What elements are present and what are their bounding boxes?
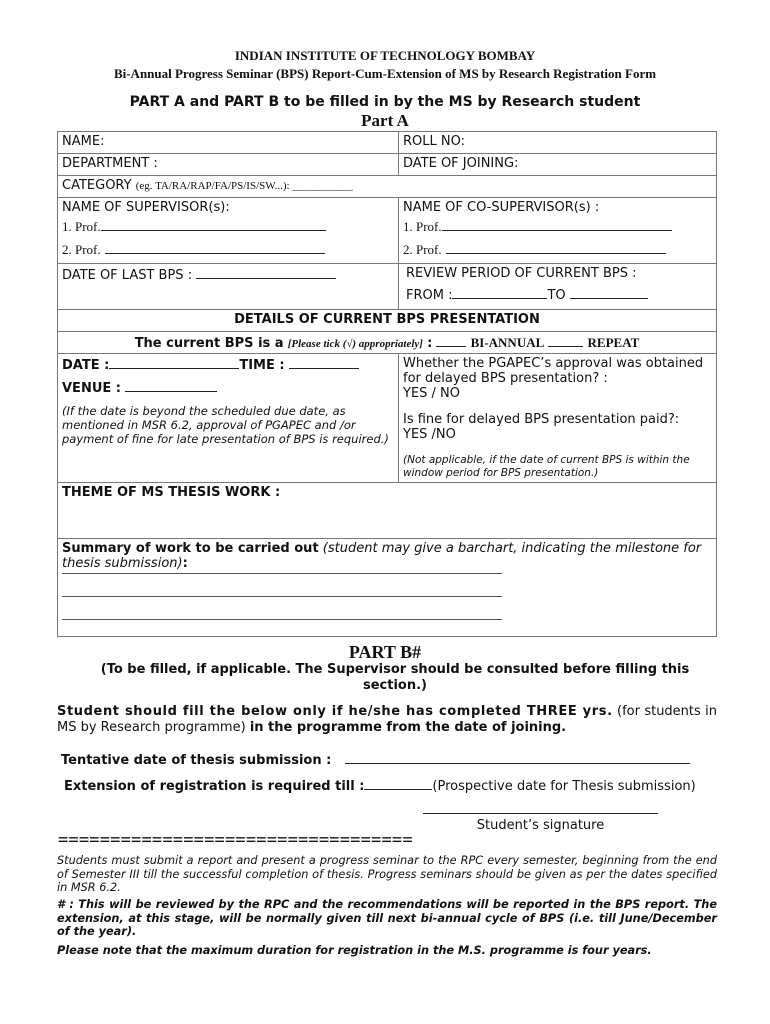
review-period-field[interactable]: [399, 264, 717, 310]
three-years-a: Student should fill the below only if he/she has completed THREE yrs.: [57, 704, 613, 719]
category-field[interactable]: [58, 176, 717, 198]
theme-field[interactable]: THEME OF MS THESIS WORK :: [58, 483, 717, 539]
date-of-joining-label: DATE OF JOINING:: [403, 156, 519, 171]
roll-no-label: ROLL NO:: [403, 134, 465, 149]
name-label: NAME:: [62, 134, 105, 149]
part-a-title: Part A: [361, 111, 409, 130]
name-field[interactable]: [58, 132, 399, 154]
three-years-instruction: [57, 704, 717, 736]
extension-label: Extension of registration is required till :: [64, 779, 365, 794]
fine-question: Is fine for delayed BPS presentation paid?:: [403, 412, 680, 427]
prof1-label: 1. Prof.: [62, 219, 101, 234]
pgapec-yes-no[interactable]: YES / NO: [403, 386, 461, 401]
supervisor-label: NAME OF SUPERVISOR(s):: [62, 200, 230, 215]
three-years-b: (for students in MS by Research programme): [57, 704, 717, 735]
co-prof2-label: 2. Prof.: [403, 242, 442, 257]
from-label: FROM :: [406, 288, 453, 303]
footer-note-1: Students must submit a report and present a progress seminar to the RPC every semester, beginning from the end of Semester III till the successful completion of thesis. Progress seminars should be given as per the dates specified in MSR 6.2.: [57, 854, 717, 894]
supervisor-cell[interactable]: [58, 198, 399, 264]
approval-cell[interactable]: [399, 354, 717, 483]
co-prof1-label: 1. Prof.: [403, 219, 442, 234]
co-supervisor-cell[interactable]: [399, 198, 717, 264]
date-venue-cell[interactable]: [58, 354, 399, 483]
part-b-title: PART B#: [348, 642, 422, 662]
signature-line[interactable]: [423, 812, 658, 814]
student-signature-label: Student’s signature: [476, 818, 605, 833]
review-period-label: REVIEW PERIOD OF CURRENT BPS :: [406, 266, 637, 281]
form-title: Bi-Annual Progress Seminar (BPS) Report-Cum-Extension of MS by Research Registration Form: [113, 66, 657, 81]
date-note: (If the date is beyond the scheduled due date, as mentioned in MSR 6.2, approval of PGAPEC and /or payment of fine for late presentation of BPS is required.): [62, 404, 389, 446]
three-years-c: in the programme from the date of joining.: [249, 720, 567, 735]
co-supervisor-label: NAME OF CO-SUPERVISOR(s) :: [403, 200, 600, 215]
extension-row[interactable]: [64, 777, 696, 794]
tentative-date-row[interactable]: [61, 751, 690, 768]
part-b-note: (To be filled, if applicable. The Supervisor should be consulted before filling this section.): [100, 662, 690, 693]
date-label: DATE :: [62, 358, 110, 373]
roll-no-field[interactable]: [399, 132, 717, 154]
bps-type-colon: :: [427, 336, 433, 351]
footer-note-3: Please note that the maximum duration for registration in the M.S. programme is four years.: [57, 944, 652, 957]
prof2-label: 2. Prof.: [62, 242, 101, 257]
details-header: DETAILS OF CURRENT BPS PRESENTATION: [58, 310, 717, 332]
current-bps-label: The current BPS is a: [134, 336, 284, 351]
department-label: DEPARTMENT :: [62, 156, 158, 171]
tentative-label: Tentative date of thesis submission :: [61, 753, 332, 768]
summary-label: Summary of work to be carried out: [62, 541, 319, 556]
to-label: TO: [547, 288, 566, 303]
summary-field[interactable]: [58, 539, 717, 637]
na-note: (Not applicable, if the date of current BPS is within the window period for BPS presentation.): [403, 454, 690, 479]
tick-hint: [Please tick (√) appropriately]: [287, 338, 423, 350]
prospective-label: (Prospective date for Thesis submission): [432, 779, 696, 794]
bi-annual-option[interactable]: BI-ANNUAL: [470, 335, 545, 350]
category-hint: (eg. TA/RA/RAP/FA/PS/IS/SW...): ___________: [135, 180, 353, 192]
summary-hint: (student may give a barchart, indicating the milestone for thesis submission): [62, 541, 702, 571]
department-field[interactable]: [58, 154, 399, 176]
time-label: TIME :: [239, 358, 285, 373]
date-of-joining-field[interactable]: [399, 154, 717, 176]
last-bps-field[interactable]: [58, 264, 399, 310]
separator: ==================================: [58, 830, 413, 850]
fine-yes-no[interactable]: YES /NO: [403, 427, 456, 442]
pgapec-question: Whether the PGAPEC’s approval was obtained for delayed BPS presentation? :: [403, 356, 704, 386]
part-a-table: [57, 131, 717, 637]
summary-colon: :: [182, 556, 188, 571]
category-label: CATEGORY: [62, 178, 132, 193]
venue-label: VENUE :: [62, 381, 121, 396]
instruction: PART A and PART B to be filled in by the MS by Research student: [129, 94, 641, 110]
repeat-option[interactable]: REPEAT: [587, 335, 640, 350]
footer-note-2: # : This will be reviewed by the RPC and the recommendations will be reported in the BPS report. The extension, at this stage, will be normally given till next bi-annual cycle of BPS (i.e. till June/December of the year).: [57, 898, 717, 938]
bps-type-row[interactable]: [58, 332, 717, 354]
last-bps-label: DATE OF LAST BPS :: [62, 268, 193, 283]
institute-name: INDIAN INSTITUTE OF TECHNOLOGY BOMBAY: [234, 48, 536, 63]
